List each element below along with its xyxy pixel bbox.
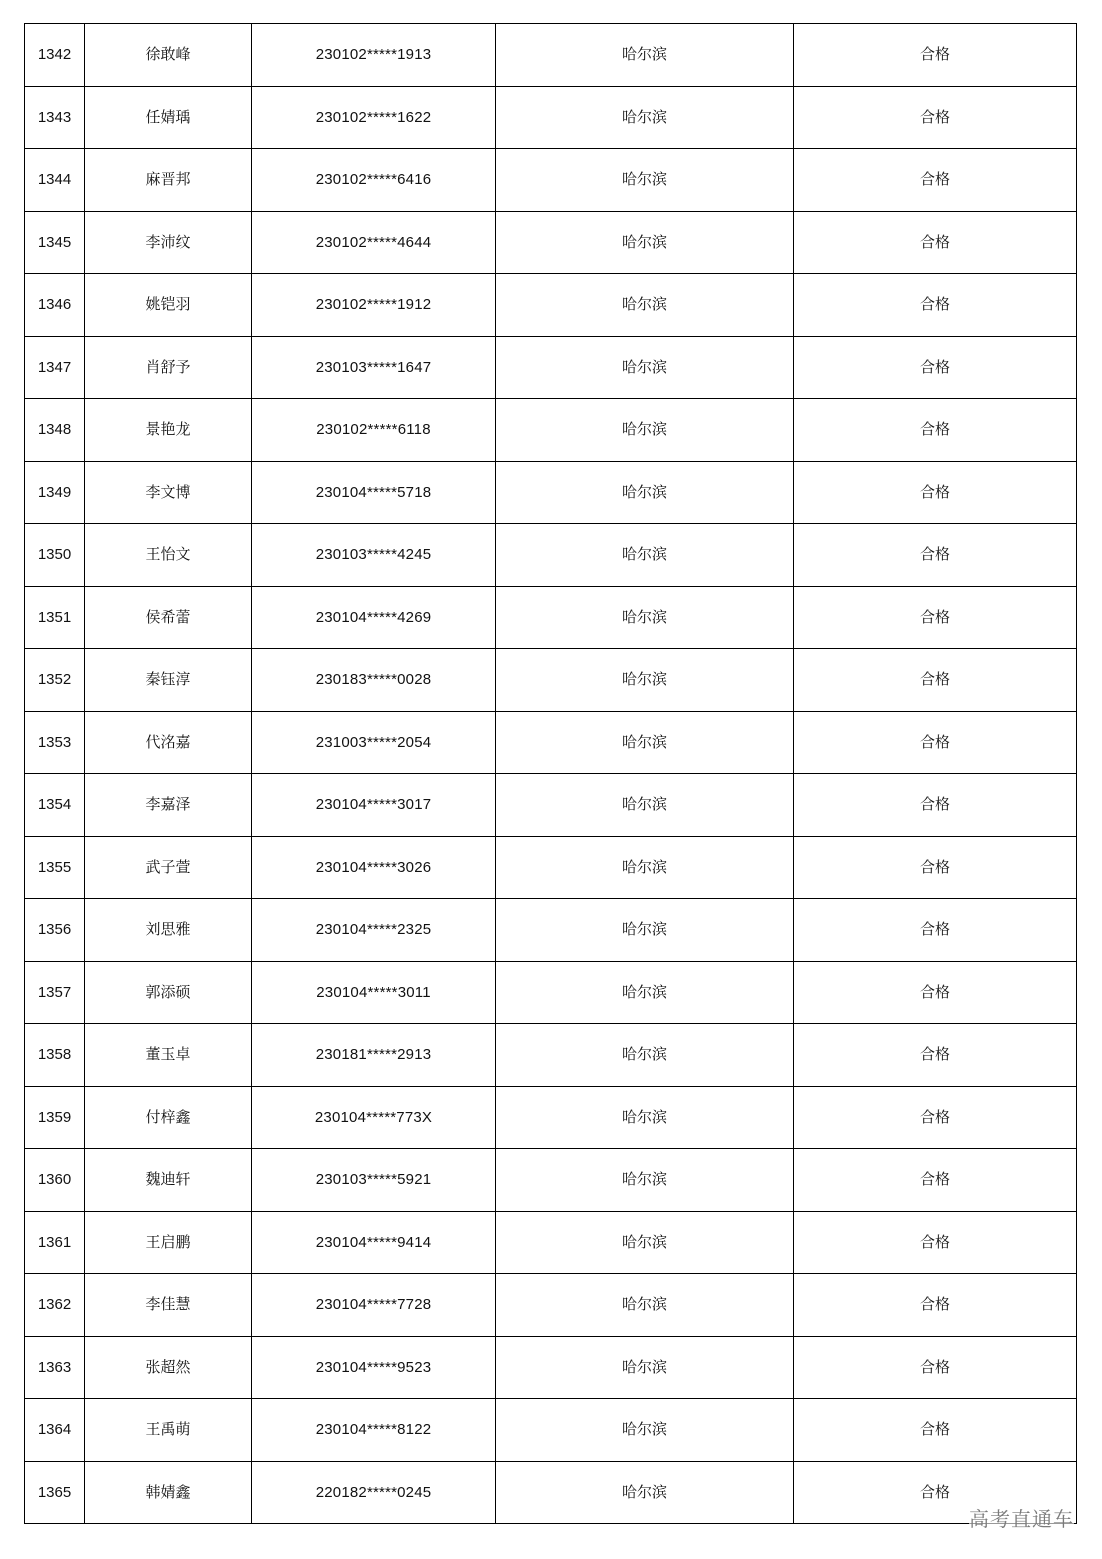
- name-cell: 董玉卓: [85, 1024, 252, 1087]
- serial-number-cell: 1358: [25, 1024, 85, 1087]
- serial-number-cell: 1345: [25, 211, 85, 274]
- table-row: [25, 1336, 1077, 1399]
- table-row: [25, 1149, 1077, 1212]
- city-cell: 哈尔滨: [496, 211, 794, 274]
- city-cell: 哈尔滨: [496, 1086, 794, 1149]
- result-cell: 合格: [794, 1024, 1077, 1087]
- city-cell: 哈尔滨: [496, 399, 794, 462]
- roster-body: [25, 24, 1077, 1524]
- result-cell: 合格: [794, 1336, 1077, 1399]
- name-cell: 李文博: [85, 461, 252, 524]
- result-cell: 合格: [794, 711, 1077, 774]
- id-number-cell: 230104*****8122: [252, 1399, 496, 1462]
- name-cell: 徐敢峰: [85, 24, 252, 87]
- table-row: [25, 149, 1077, 212]
- result-cell: 合格: [794, 1399, 1077, 1462]
- name-cell: 李沛纹: [85, 211, 252, 274]
- city-cell: 哈尔滨: [496, 461, 794, 524]
- serial-number-cell: 1349: [25, 461, 85, 524]
- table-row: [25, 86, 1077, 149]
- result-cell: 合格: [794, 1461, 1077, 1524]
- table-row: [25, 1024, 1077, 1087]
- id-number-cell: 230104*****3011: [252, 961, 496, 1024]
- name-cell: 魏迪轩: [85, 1149, 252, 1212]
- table-row: [25, 24, 1077, 87]
- serial-number-cell: 1362: [25, 1274, 85, 1337]
- id-number-cell: 230102*****1622: [252, 86, 496, 149]
- table-row: [25, 274, 1077, 337]
- city-cell: 哈尔滨: [496, 1149, 794, 1212]
- name-cell: 王怡文: [85, 524, 252, 587]
- id-number-cell: 230104*****773X: [252, 1086, 496, 1149]
- result-cell: 合格: [794, 461, 1077, 524]
- city-cell: 哈尔滨: [496, 711, 794, 774]
- name-cell: 王启鹏: [85, 1211, 252, 1274]
- name-cell: 李佳慧: [85, 1274, 252, 1337]
- name-cell: 武子萱: [85, 836, 252, 899]
- result-cell: 合格: [794, 149, 1077, 212]
- id-number-cell: 230104*****2325: [252, 899, 496, 962]
- id-number-cell: 230103*****1647: [252, 336, 496, 399]
- result-cell: 合格: [794, 1274, 1077, 1337]
- name-cell: 代洺嘉: [85, 711, 252, 774]
- city-cell: 哈尔滨: [496, 1399, 794, 1462]
- id-number-cell: 230102*****6416: [252, 149, 496, 212]
- table-row: [25, 524, 1077, 587]
- result-cell: 合格: [794, 211, 1077, 274]
- serial-number-cell: 1347: [25, 336, 85, 399]
- serial-number-cell: 1342: [25, 24, 85, 87]
- name-cell: 付梓鑫: [85, 1086, 252, 1149]
- id-number-cell: 230103*****5921: [252, 1149, 496, 1212]
- id-number-cell: 230183*****0028: [252, 649, 496, 712]
- city-cell: 哈尔滨: [496, 836, 794, 899]
- table-row: [25, 899, 1077, 962]
- result-cell: 合格: [794, 524, 1077, 587]
- city-cell: 哈尔滨: [496, 899, 794, 962]
- city-cell: 哈尔滨: [496, 1461, 794, 1524]
- id-number-cell: 230102*****1912: [252, 274, 496, 337]
- serial-number-cell: 1350: [25, 524, 85, 587]
- table-row: [25, 1274, 1077, 1337]
- city-cell: 哈尔滨: [496, 1336, 794, 1399]
- id-number-cell: 230102*****4644: [252, 211, 496, 274]
- result-cell: 合格: [794, 961, 1077, 1024]
- result-cell: 合格: [794, 86, 1077, 149]
- serial-number-cell: 1344: [25, 149, 85, 212]
- name-cell: 任婧瑀: [85, 86, 252, 149]
- serial-number-cell: 1351: [25, 586, 85, 649]
- name-cell: 韩婧鑫: [85, 1461, 252, 1524]
- name-cell: 刘思雅: [85, 899, 252, 962]
- city-cell: 哈尔滨: [496, 149, 794, 212]
- result-cell: 合格: [794, 586, 1077, 649]
- result-cell: 合格: [794, 774, 1077, 837]
- roster-sheet: [24, 23, 1076, 1524]
- city-cell: 哈尔滨: [496, 586, 794, 649]
- id-number-cell: 230102*****1913: [252, 24, 496, 87]
- table-row: [25, 836, 1077, 899]
- table-row: [25, 961, 1077, 1024]
- table-row: [25, 1461, 1077, 1524]
- result-cell: 合格: [794, 1211, 1077, 1274]
- result-cell: 合格: [794, 899, 1077, 962]
- result-cell: 合格: [794, 274, 1077, 337]
- table-row: [25, 1399, 1077, 1462]
- name-cell: 郭添硕: [85, 961, 252, 1024]
- city-cell: 哈尔滨: [496, 336, 794, 399]
- result-cell: 合格: [794, 836, 1077, 899]
- serial-number-cell: 1364: [25, 1399, 85, 1462]
- serial-number-cell: 1357: [25, 961, 85, 1024]
- serial-number-cell: 1352: [25, 649, 85, 712]
- result-cell: 合格: [794, 649, 1077, 712]
- id-number-cell: 230104*****3017: [252, 774, 496, 837]
- table-row: [25, 649, 1077, 712]
- id-number-cell: 230104*****3026: [252, 836, 496, 899]
- result-cell: 合格: [794, 1149, 1077, 1212]
- serial-number-cell: 1363: [25, 1336, 85, 1399]
- id-number-cell: 230104*****4269: [252, 586, 496, 649]
- serial-number-cell: 1346: [25, 274, 85, 337]
- city-cell: 哈尔滨: [496, 1024, 794, 1087]
- table-row: [25, 336, 1077, 399]
- watermark-text: 高考直通车: [969, 1503, 1074, 1532]
- result-cell: 合格: [794, 336, 1077, 399]
- roster-table: [24, 23, 1077, 1524]
- table-row: [25, 1211, 1077, 1274]
- result-cell: 合格: [794, 24, 1077, 87]
- id-number-cell: 230181*****2913: [252, 1024, 496, 1087]
- name-cell: 肖舒予: [85, 336, 252, 399]
- city-cell: 哈尔滨: [496, 1274, 794, 1337]
- name-cell: 李嘉泽: [85, 774, 252, 837]
- serial-number-cell: 1354: [25, 774, 85, 837]
- name-cell: 麻晋邦: [85, 149, 252, 212]
- serial-number-cell: 1348: [25, 399, 85, 462]
- table-row: [25, 774, 1077, 837]
- id-number-cell: 230103*****4245: [252, 524, 496, 587]
- serial-number-cell: 1365: [25, 1461, 85, 1524]
- result-cell: 合格: [794, 399, 1077, 462]
- city-cell: 哈尔滨: [496, 524, 794, 587]
- name-cell: 景艳龙: [85, 399, 252, 462]
- table-row: [25, 1086, 1077, 1149]
- city-cell: 哈尔滨: [496, 649, 794, 712]
- name-cell: 王禹萌: [85, 1399, 252, 1462]
- table-row: [25, 586, 1077, 649]
- result-cell: 合格: [794, 1086, 1077, 1149]
- serial-number-cell: 1355: [25, 836, 85, 899]
- name-cell: 侯希蕾: [85, 586, 252, 649]
- name-cell: 张超然: [85, 1336, 252, 1399]
- table-row: [25, 461, 1077, 524]
- serial-number-cell: 1356: [25, 899, 85, 962]
- serial-number-cell: 1353: [25, 711, 85, 774]
- city-cell: 哈尔滨: [496, 24, 794, 87]
- serial-number-cell: 1361: [25, 1211, 85, 1274]
- serial-number-cell: 1360: [25, 1149, 85, 1212]
- city-cell: 哈尔滨: [496, 1211, 794, 1274]
- id-number-cell: 230104*****5718: [252, 461, 496, 524]
- table-row: [25, 711, 1077, 774]
- id-number-cell: 230104*****7728: [252, 1274, 496, 1337]
- id-number-cell: 231003*****2054: [252, 711, 496, 774]
- city-cell: 哈尔滨: [496, 774, 794, 837]
- name-cell: 姚铠羽: [85, 274, 252, 337]
- city-cell: 哈尔滨: [496, 961, 794, 1024]
- serial-number-cell: 1359: [25, 1086, 85, 1149]
- id-number-cell: 230102*****6118: [252, 399, 496, 462]
- id-number-cell: 230104*****9523: [252, 1336, 496, 1399]
- serial-number-cell: 1343: [25, 86, 85, 149]
- city-cell: 哈尔滨: [496, 274, 794, 337]
- name-cell: 秦钰淳: [85, 649, 252, 712]
- id-number-cell: 230104*****9414: [252, 1211, 496, 1274]
- table-row: [25, 399, 1077, 462]
- city-cell: 哈尔滨: [496, 86, 794, 149]
- table-row: [25, 211, 1077, 274]
- id-number-cell: 220182*****0245: [252, 1461, 496, 1524]
